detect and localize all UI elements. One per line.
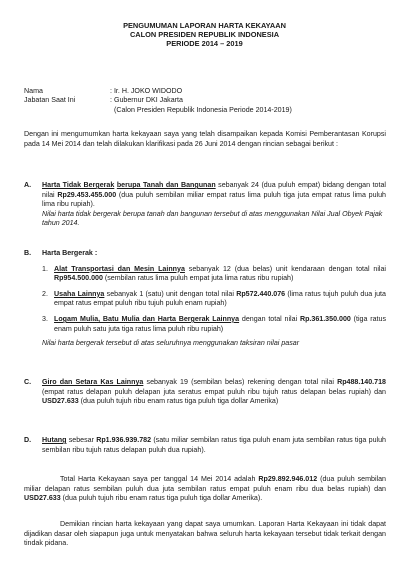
section-c-value2: USD27.633: [42, 397, 79, 406]
header-period: PERIODE 2014 – 2019: [166, 39, 243, 49]
item-title: Usaha Lainnya: [54, 289, 105, 298]
total-text3: (dua puluh tujuh ribu enam ratus tiga puluh tiga dollar Amerika).: [62, 494, 263, 503]
section-c-title: Giro dan Setara Kas Lainnya: [42, 378, 144, 386]
section-b-note: Nilai harta bergerak tersebut di atas seluruhnya menggunakan taksiran nilai pasar: [42, 339, 300, 348]
item-value: Rp.361.350.000: [299, 314, 351, 323]
section-d: [24, 436, 386, 455]
total-text1: Total Harta Kekayaan saya per tanggal 14 Mei 2014 adalah: [60, 475, 256, 483]
section-a: [24, 181, 386, 229]
position-label: Jabatan Saat Ini: [24, 96, 76, 105]
section-b-item: [24, 315, 386, 334]
section-d-title: Hutang: [42, 436, 67, 444]
header-subtitle: CALON PRESIDEN REPUBLIK INDONESIA: [129, 30, 280, 40]
total-paragraph: [24, 475, 386, 504]
total-value1: Rp29.892.946.012: [258, 475, 318, 483]
position-value: : Gubernur DKI Jakarta: [110, 96, 183, 105]
section-c-value1: Rp488.140.718: [337, 378, 386, 386]
total-text2: (dua puluh sembilan miliar delapan ratus sembilan puluh dua juta sembilan ratus empat puluh enam ribu dua belas rupiah) dan: [24, 475, 386, 493]
section-c-text1: sebanyak 19 (sembilan belas) rekening dengan total nilai: [146, 378, 334, 386]
intro-paragraph: Dengan ini mengumumkan harta kekayaan saya yang telah disampaikan kepada Komisi Pemberantasan Korupsi pada 14 Mei 2014 dan telah dilakukan klarifikasi pada 26 Juni 2014 dengan rincian sebagai berikut :: [24, 130, 386, 148]
item-text1: dengan total nilai: [241, 314, 298, 323]
section-d-text2: (satu miliar sembilan ratus tiga puluh enam juta sembilan ratus tiga puluh sembilan ribu tujuh ratus delapan puluh dua rupiah).: [42, 436, 386, 454]
section-c-text3: (dua puluh tujuh ribu enam ratus tiga puluh tiga dollar Amerika): [80, 397, 279, 406]
item-text1: sebanyak 1 (satu) unit dengan total nilai: [106, 289, 234, 298]
section-b-title: Harta Bergerak :: [42, 249, 98, 257]
section-b-item: [24, 290, 386, 309]
item-title: Logam Mulia, Batu Mulia dan Harta Bergerak Lainnya: [54, 314, 240, 323]
document-header: [0, 21, 409, 49]
section-b-letter: B.: [24, 249, 32, 257]
section-a-text2: (dua puluh sembilan miliar empat ratus lima puluh tiga juta empat ratus lima puluh lima ribu rupiah).: [42, 190, 386, 209]
section-d-value: Rp1.936.939.782: [96, 436, 152, 444]
total-value2: USD27.633: [24, 494, 61, 503]
name-label: Nama: [24, 87, 43, 95]
section-a-value: Rp29.453.455.000: [57, 190, 117, 199]
section-b-item: [24, 265, 386, 284]
header-title: PENGUMUMAN LAPORAN HARTA KEKAYAAN: [123, 21, 286, 30]
section-c: [24, 378, 386, 407]
section-c-letter: C.: [24, 378, 32, 386]
item-number: 3.: [42, 314, 48, 323]
item-text2: (tiga ratus enam puluh satu juta tiga ratus lima puluh ribu rupiah): [54, 314, 386, 333]
item-title: Alat Transportasi dan Mesin Lainnya: [54, 264, 185, 273]
section-a-letter: A.: [24, 181, 32, 189]
section-a-note: Nilai harta tidak bergerak berupa tanah dan bangunan tersebut di atas menggunakan Nilai Jual Obyek Pajak tahun 2014.: [42, 209, 383, 228]
item-text2: (lima ratus tujuh puluh dua juta empat ratus empat puluh ribu tujuh puluh enam rupiah): [54, 289, 386, 308]
item-text2: (sembilan ratus lima puluh empat juta lima ratus ribu rupiah): [104, 274, 294, 283]
identity-block: [24, 87, 394, 115]
section-a-title2: berupa Tanah dan Bangunan: [116, 181, 216, 189]
section-d-letter: D.: [24, 436, 32, 444]
section-b: [24, 249, 386, 349]
section-a-title: Harta Tidak Bergerak: [42, 181, 115, 189]
closing-paragraph: Demikian rincian harta kekayaan yang dapat saya umumkan. Laporan Harta Kekayaan ini tidak dapat dijadikan dasar oleh siapapun juga untuk menyatakan bahwa seluruh harta kekayaan tersebut tidak terkait dengan tindak pidana.: [24, 520, 386, 548]
position-note: (Calon Presiden Republik Indonesia Periode 2014-2019): [114, 105, 292, 114]
name-value: : Ir. H. JOKO WIDODO: [110, 87, 183, 95]
section-d-text1: sebesar: [68, 436, 94, 444]
item-text1: sebanyak 12 (dua belas) unit kendaraan dengan total nilai: [188, 264, 386, 273]
section-c-text2: (empat ratus delapan puluh delapan juta seratus empat puluh ribu tujuh ratus delapan belas rupiah) dan: [42, 387, 386, 396]
item-value: Rp954.500.000: [54, 274, 103, 283]
item-number: 1.: [42, 264, 48, 273]
section-a-text1: sebanyak 24 (dua puluh empat) bidang dengan total nilai: [42, 181, 386, 199]
item-value: Rp572.440.076: [236, 289, 286, 298]
item-number: 2.: [42, 289, 48, 298]
